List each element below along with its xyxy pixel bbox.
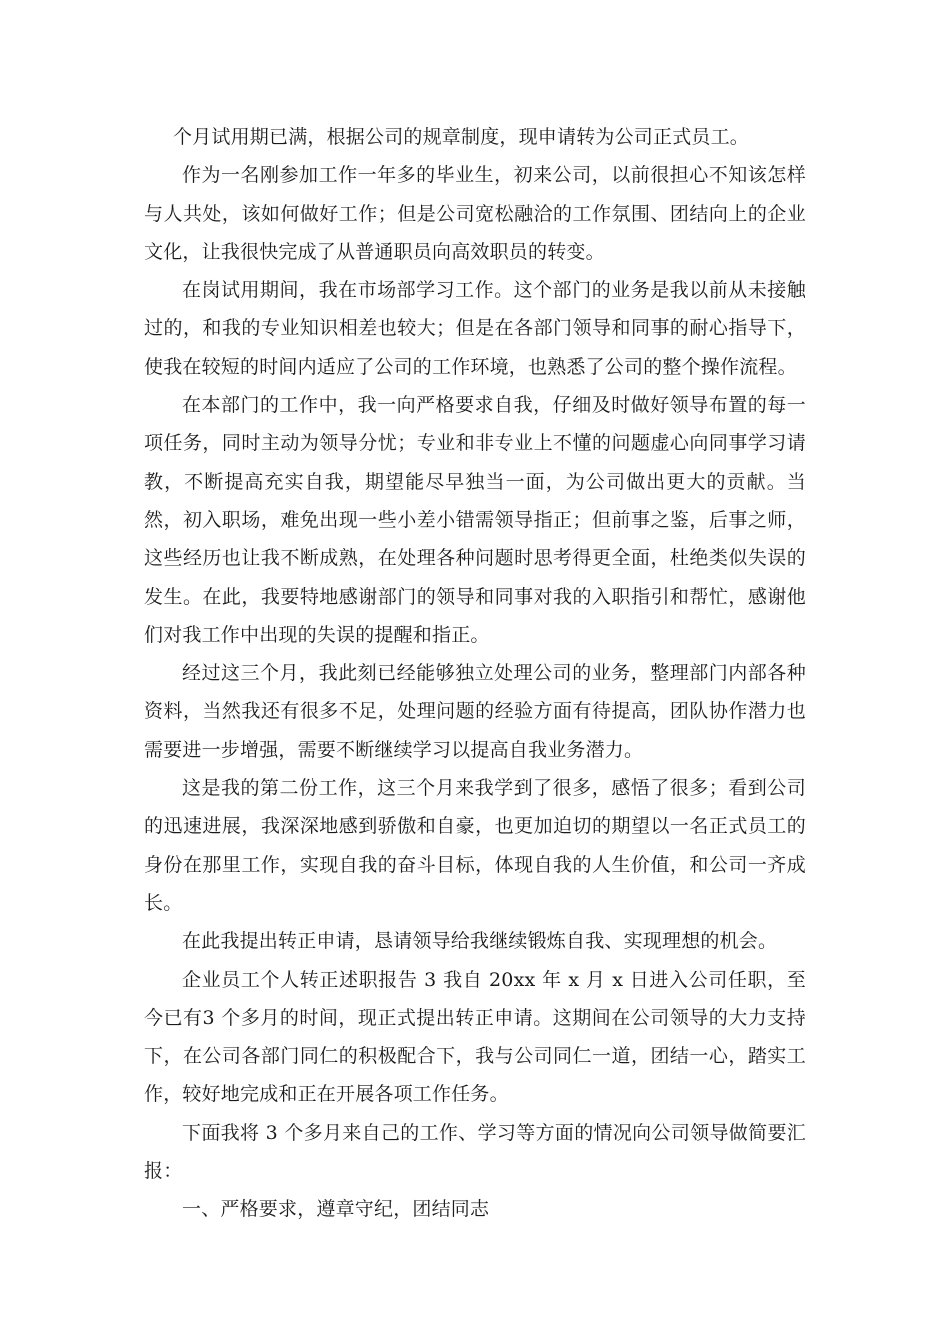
paragraph-report-intro: 下面我将 3 个多月来自己的工作、学习等方面的情况向公司领导做简要汇报： xyxy=(144,1121,806,1183)
document-body xyxy=(144,118,806,1229)
paragraph-marketing-dept: 在岗试用期间，我在市场部学习工作。这个部门的业务是我以前从未接触过的，和我的专业知识相差也较大；但是在各部门领导和同事的耐心指导下，使我在较短的时间内适应了公司的工作环境，也熟悉了公司的整个操作流程。 xyxy=(144,279,806,378)
paragraph-department-work: 在本部门的工作中，我一向严格要求自我，仔细及时做好领导布置的每一项任务，同时主动为领导分忧；专业和非专业上不懂的问题虚心向同事学习请教，不断提高充实自我，期望能尽早独当一面，为公司做出更大的贡献。当然，初入职场，难免出现一些小差小错需领导指正；但前事之鉴，后事之师，这些经历也让我不断成熟，在处理各种问题时思考得更全面，杜绝类似失误的发生。在此，我要特地感谢部门的领导和同事对我的入职指引和帮忙，感谢他们对我工作中出现的失误的提醒和指正。 xyxy=(144,394,806,646)
paragraph-trial-period: 个月试用期已满，根据公司的规章制度，现申请转为公司正式员工。 xyxy=(173,126,750,148)
paragraph-application: 在此我提出转正申请，恳请领导给我继续锻炼自我、实现理想的机会。 xyxy=(182,930,778,953)
paragraph-report-3: 企业员工个人转正述职报告 3 我自 20xx 年 x 月 x 日进入公司任职，至今已有3 个多月的时间，现正式提出转正申请。这期间在公司领导的大力支持下，在公司各部门同仁的积极配合下，我与公司同仁一道，团结一心，踏实工作，较好地完成和正在开展各项工作任务。 xyxy=(144,968,806,1106)
paragraph-second-job: 这是我的第二份工作，这三个月来我学到了很多，感悟了很多；看到公司的迅速进展，我深深地感到骄傲和自豪，也更加迫切的期望以一名正式员工的身份在那里工作，实现自我的奋斗目标，体现自我的人生价值，和公司一齐成长。 xyxy=(144,777,806,914)
paragraph-graduate-intro: 作为一名刚参加工作一年多的毕业生，初来公司，以前很担心不知该怎样与人共处，该如何做好工作；但是公司宽松融洽的工作氛围、团结向上的企业文化，让我很快完成了从普通职员向高效职员的转变。 xyxy=(144,164,806,263)
section-heading-1: 一、严格要求，遵章守纪，团结同志 xyxy=(182,1198,490,1221)
paragraph-three-months: 经过这三个月，我此刻已经能够独立处理公司的业务，整理部门内部各种资料，当然我还有很多不足，处理问题的经验方面有待提高，团队协作潜力也需要进一步增强，需要不断继续学习以提高自我业务潜力。 xyxy=(144,662,806,761)
